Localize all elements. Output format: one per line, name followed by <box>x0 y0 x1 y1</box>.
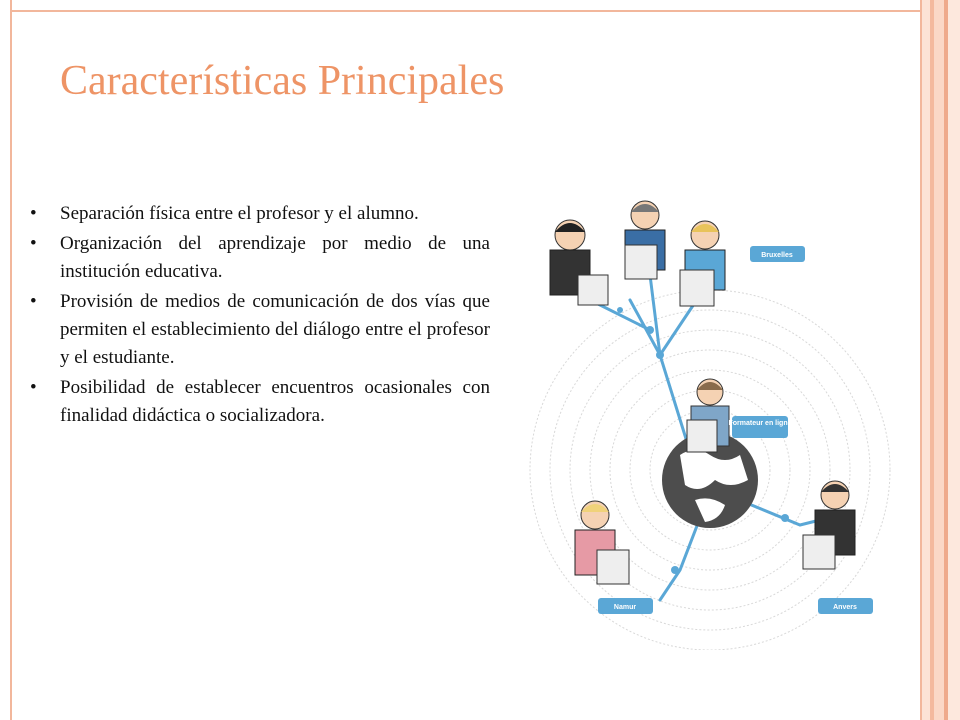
bullet-list <box>30 200 490 432</box>
bullet-icon: • <box>30 291 37 312</box>
label-text: Formateur en ligne <box>728 420 792 427</box>
label-text: Bruxelles <box>761 252 793 259</box>
decorative-stripe <box>934 0 944 720</box>
bullet-icon: • <box>30 203 37 224</box>
bullet-item <box>30 230 490 286</box>
bullet-text: Organización del aprendizaje por medio de una institución educativa. <box>60 233 490 282</box>
bullet-icon: • <box>30 377 37 398</box>
trainee-bruxelles-3 <box>680 221 725 306</box>
bullet-icon: • <box>30 233 37 254</box>
bullet-text: Posibilidad de establecer encuentros ocasionales con finalidad didáctica o socializadora. <box>60 377 490 426</box>
bullet-item <box>30 200 490 228</box>
trainee-namur <box>575 501 629 584</box>
label-text: Namur <box>613 604 637 611</box>
label-text: Anvers <box>833 604 857 611</box>
decorative-stripe <box>948 0 960 720</box>
bullet-item <box>30 374 490 430</box>
bullet-text: Provisión de medios de comunicación de dos vías que permiten el establecimiento del diálogo entre el profesor y el estudiante. <box>60 291 490 368</box>
frame-left-border <box>10 0 12 720</box>
bullet-text: Separación física entre el profesor y el alumno. <box>60 203 419 224</box>
frame-top-border <box>10 10 922 12</box>
trainee-anvers <box>803 481 855 569</box>
center-instructor <box>687 379 729 452</box>
bullet-item <box>30 288 490 372</box>
e-learning-network-illustration <box>510 180 920 650</box>
slide-title: Características Principales <box>60 58 505 104</box>
trainee-bruxelles-1 <box>550 220 608 305</box>
decorative-stripe <box>922 0 930 720</box>
trainee-bruxelles-2 <box>625 201 665 279</box>
